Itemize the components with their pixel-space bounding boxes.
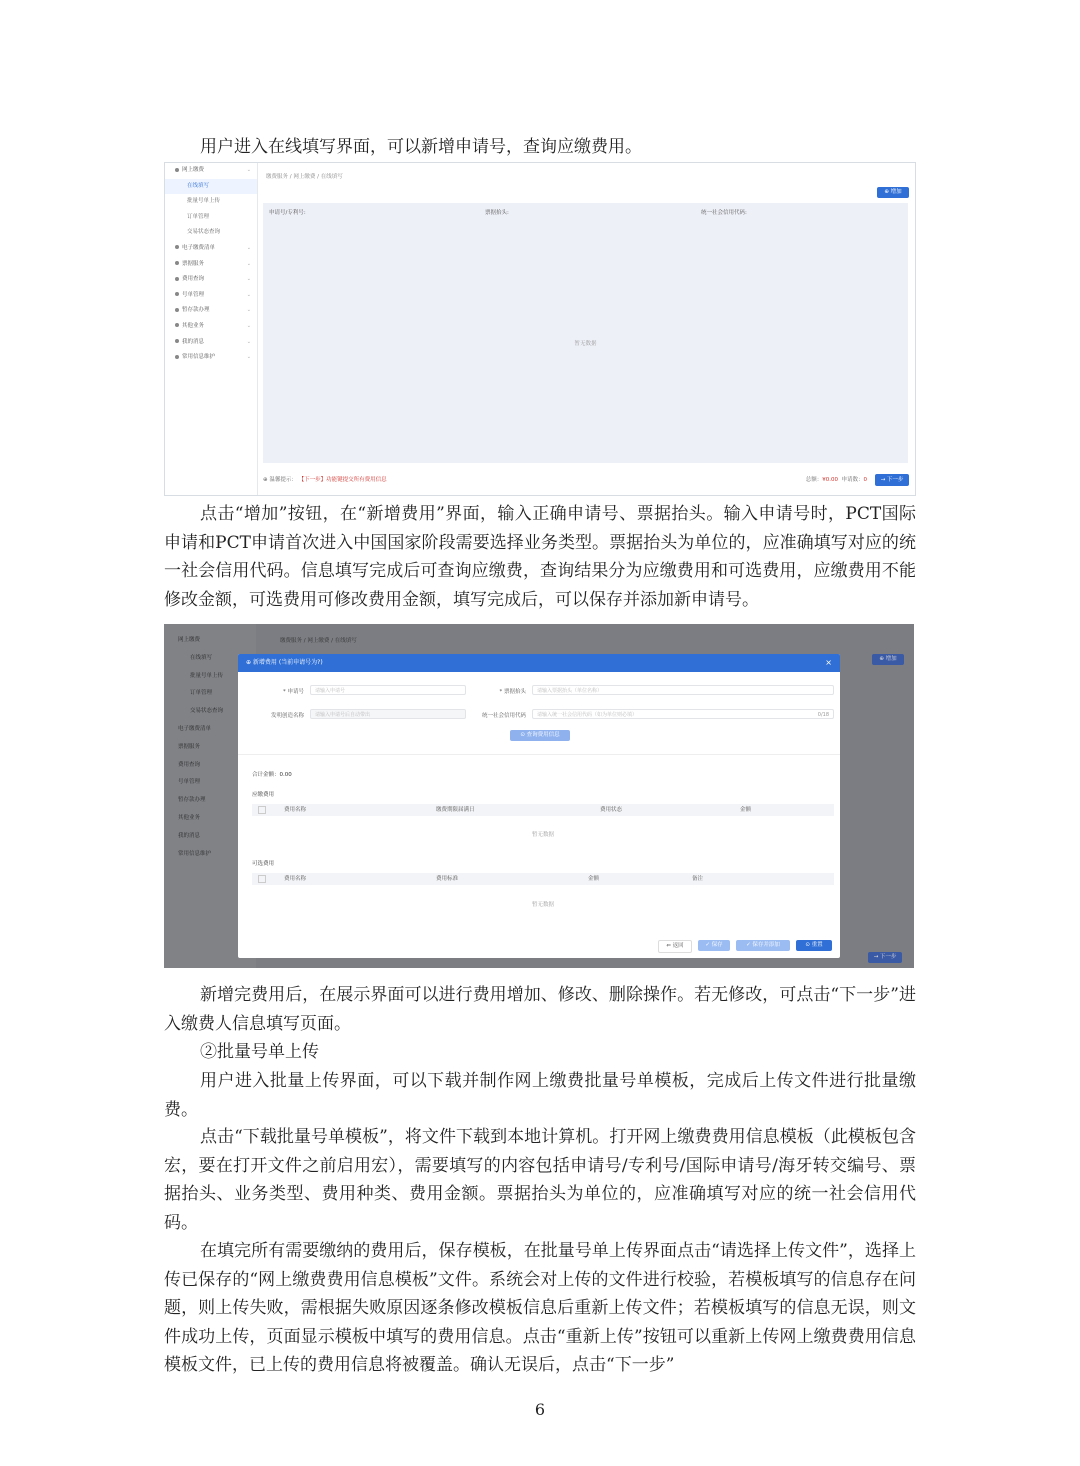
sidebar-item-label: 暂存款办理 <box>182 307 210 314</box>
sidebar-item-label: 批量号单上传 <box>190 672 224 679</box>
sidebar-item[interactable] <box>165 257 257 273</box>
sidebar-item[interactable] <box>164 632 256 650</box>
fee-table <box>263 203 908 463</box>
total-value: ¥0.00 <box>822 477 838 483</box>
chevron-down-icon: ⌄ <box>246 276 251 283</box>
paragraph-add-fee: 点击“增加”按钮，在“新增费用”界面，输入正确申请号、票据抬头。输入申请号时，PCT国际申请和PCT申请首次进入中国国家阶段需要选择业务类型。票据抬头为单位的，应准确填写对应的统一社会信用代码。信息填写完成后可查询应缴费，查询结果分为应缴费用和可选费用，应缴费用不能修改金额，可选费用可修改费用金额，填写完成后，可以保存并添加新申请号。 <box>164 504 916 610</box>
total-summary <box>806 475 867 483</box>
sidebar-item-label: 常用信息维护 <box>178 850 212 857</box>
optional-fees-header <box>252 873 834 885</box>
chevron-down-icon: ⌄ <box>246 260 251 267</box>
paragraph-intro-online: 用户进入在线填写界面，可以新增申请号，查询应缴费用。 <box>200 137 642 157</box>
sidebar-item-label: 在线填写 <box>190 654 213 661</box>
required-fees-header <box>252 804 834 816</box>
paragraph-download-template: 点击“下载批量号单模板”，将文件下载到本地计算机。打开网上缴费费用信息模板（此模板包含宏，要在打开文件之前启用宏），需要填写的内容包括申请号/专利号/国际申请号/海牙转交编号、票据抬头、业务类型、费用种类、费用金额。票据抬头为单位的，应准确填写对应的统一社会信用代码。 <box>164 1127 916 1233</box>
close-icon[interactable]: × <box>825 658 832 667</box>
main-panel <box>258 163 915 495</box>
menu-icon <box>175 292 179 296</box>
invention-name-input[interactable]: 请输入申请号后自动带出 <box>310 709 466 719</box>
column-header: 费用标准 <box>436 876 459 882</box>
add-button[interactable]: ⊕ 增加 <box>877 187 909 198</box>
column-header: 费用状态 <box>600 807 623 813</box>
chevron-down-icon: ⌄ <box>246 291 251 298</box>
menu-icon <box>175 308 179 312</box>
add-button[interactable]: ⊕ 增加 <box>872 654 904 665</box>
menu-icon <box>175 323 179 327</box>
screenshot-add-fee-modal <box>164 624 914 968</box>
empty-text: 暂无数据 <box>574 341 597 347</box>
credit-code-input[interactable] <box>532 709 834 719</box>
sidebar-item[interactable] <box>165 179 257 195</box>
payer-label: * 票据抬头 <box>499 689 526 695</box>
credit-code-placeholder: 请输入统一社会信用代码（如为单位则必填） <box>537 712 638 718</box>
menu-icon <box>175 277 179 281</box>
optional-fees-empty: 暂无数据 <box>531 902 554 908</box>
column-header-app-no: 申请号/专利号: <box>269 210 306 216</box>
menu-icon <box>175 245 179 249</box>
required-fees-empty: 暂无数据 <box>531 832 554 838</box>
menu-icon <box>175 355 179 359</box>
sidebar-item-label: 费用查询 <box>182 276 205 283</box>
reset-button[interactable]: ⊙ 重置 <box>796 940 832 951</box>
sidebar-item-label: 电子缴费清单 <box>182 244 216 251</box>
select-all-checkbox[interactable] <box>258 875 266 883</box>
chevron-down-icon: ⌄ <box>246 167 251 173</box>
column-header-payer: 票据抬头: <box>485 210 509 216</box>
payer-input[interactable]: 请输入票据抬头（单位名称） <box>532 685 834 695</box>
sidebar-item-label: 我的消息 <box>182 338 205 345</box>
credit-code-label: 统一社会信用代码 <box>481 713 526 719</box>
sidebar-item[interactable] <box>165 335 257 351</box>
column-header: 金额 <box>740 807 752 813</box>
app-no-label: * 申请号 <box>283 689 304 695</box>
menu-icon <box>175 339 179 343</box>
sidebar-menu <box>165 163 258 495</box>
count-value: 0 <box>863 477 867 483</box>
sidebar-item[interactable] <box>165 303 257 319</box>
sidebar-item-label: 交易状态查询 <box>187 229 221 236</box>
sidebar-item-label: 交易状态查询 <box>190 708 224 715</box>
chevron-down-icon: ⌄ <box>246 307 251 314</box>
back-button[interactable]: ⇐ 返回 <box>658 940 692 953</box>
next-step-button[interactable]: → 下一步 <box>868 952 902 963</box>
sidebar-item-label: 票据服务 <box>182 260 205 267</box>
hint-footer <box>263 475 387 483</box>
sidebar-item-label: 电子缴费清单 <box>178 725 212 732</box>
divider <box>238 754 840 755</box>
sidebar-item-label: 网上缴费 <box>182 167 205 173</box>
breadcrumb: 缴费服务 / 网上缴费 / 在线填写 <box>266 174 343 180</box>
chevron-down-icon: ⌄ <box>246 338 251 345</box>
sidebar-item[interactable] <box>165 272 257 288</box>
paragraph-upload-template: 在填完所有需要缴纳的费用后，保存模板，在批量号单上传界面点击“请选择上传文件”，选择上传已保存的“网上缴费费用信息模板”文件。系统会对上传的文件进行校验，若模板填写的信息存在问题，则上传失败，需根据失败原因逐条修改模板信息后重新上传文件；若模板填写的信息无误，则文件成功上传，页面显示模板中填写的费用信息。点击“重新上传”按钮可以重新上传网上缴费费用信息模板文件，已上传的费用信息将被覆盖。确认无误后，点击“下一步” <box>164 1241 916 1375</box>
sidebar-item-label: 订单管理 <box>190 690 213 697</box>
page-number: 6 <box>534 1400 546 1419</box>
sidebar-item-label: 我的消息 <box>178 832 201 839</box>
chevron-down-icon: ⌄ <box>246 244 251 251</box>
sidebar-item-label: 其他业务 <box>182 322 205 329</box>
query-fee-button[interactable]: ⊙ 查询费用信息 <box>510 730 570 741</box>
app-no-input[interactable]: 请输入申请号 <box>310 685 466 695</box>
total-amount: 合计金额：0.00 <box>252 772 292 778</box>
sidebar-item[interactable] <box>165 288 257 304</box>
sidebar-item-label: 费用查询 <box>178 761 201 768</box>
sidebar-item[interactable] <box>165 194 257 210</box>
optional-fees-title: 可选费用 <box>252 861 275 867</box>
invention-name-label: 发明创造名称 <box>270 713 304 719</box>
section-heading-batch-upload: ②批量号单上传 <box>200 1042 319 1062</box>
paragraph-after-add: 新增完费用后，在展示界面可以进行费用增加、修改、删除操作。若无修改，可点击“下一步”进入缴费人信息填写页面。 <box>164 985 916 1034</box>
sidebar-item-label: 暂存款办理 <box>178 797 206 804</box>
hint-text: 【下一步】功能键提交所有费用信息 <box>298 477 387 483</box>
column-header: 金额 <box>588 876 600 882</box>
sidebar-item-label: 其他业务 <box>178 814 201 821</box>
sidebar-item[interactable] <box>165 319 257 335</box>
credit-code-counter: 0/18 <box>817 712 829 718</box>
sidebar-item-label: 常用信息维护 <box>182 354 216 361</box>
sidebar-item[interactable] <box>165 225 257 241</box>
column-header: 备注 <box>692 876 704 882</box>
modal-title: ⊕ 新增费用 (当前申请号为?) <box>246 659 323 666</box>
sidebar-item-label: 在线填写 <box>187 182 210 189</box>
sidebar-item[interactable] <box>165 163 257 179</box>
sidebar-item-label: 号单管理 <box>182 291 205 298</box>
chevron-down-icon: ⌄ <box>246 322 251 329</box>
save-button[interactable]: ✓ 保存 <box>698 940 730 951</box>
breadcrumb: 缴费服务 / 网上缴费 / 在线填写 <box>280 638 357 644</box>
sidebar-item[interactable] <box>165 350 257 366</box>
sidebar-item[interactable] <box>165 210 257 226</box>
menu-icon <box>175 168 179 172</box>
modal-header <box>238 654 840 672</box>
hint-prefix: ⊕ 温馨提示： <box>263 477 297 483</box>
count-label: 申请数： <box>841 477 864 483</box>
column-header: 缴费期限届满日 <box>436 807 475 813</box>
sidebar-item[interactable] <box>165 241 257 257</box>
required-fees-title: 应缴费用 <box>252 792 275 798</box>
sidebar-item-label: 批量号单上传 <box>187 198 221 205</box>
sidebar-item-label: 票据服务 <box>178 743 201 750</box>
column-header-credit-code: 统一社会信用代码: <box>701 210 747 216</box>
total-label: 总额： <box>805 477 823 483</box>
save-and-add-button[interactable]: ✓ 保存并添加 <box>736 940 790 951</box>
select-all-checkbox[interactable] <box>258 806 266 814</box>
chevron-down-icon: ⌄ <box>246 354 251 361</box>
column-header: 费用名称 <box>284 876 307 882</box>
screenshot-online-fill <box>164 162 916 496</box>
column-header: 费用名称 <box>284 807 307 813</box>
sidebar-item-label: 号单管理 <box>178 779 201 786</box>
paragraph-batch-intro: 用户进入批量上传界面，可以下载并制作网上缴费批量号单模板，完成后上传文件进行批量缴费。 <box>164 1071 916 1120</box>
sidebar-item-label: 订单管理 <box>187 213 210 220</box>
next-step-button[interactable]: → 下一步 <box>875 474 909 486</box>
menu-icon <box>175 261 179 265</box>
sidebar-item-label: 网上缴费 <box>178 637 201 643</box>
add-fee-modal <box>238 654 840 958</box>
